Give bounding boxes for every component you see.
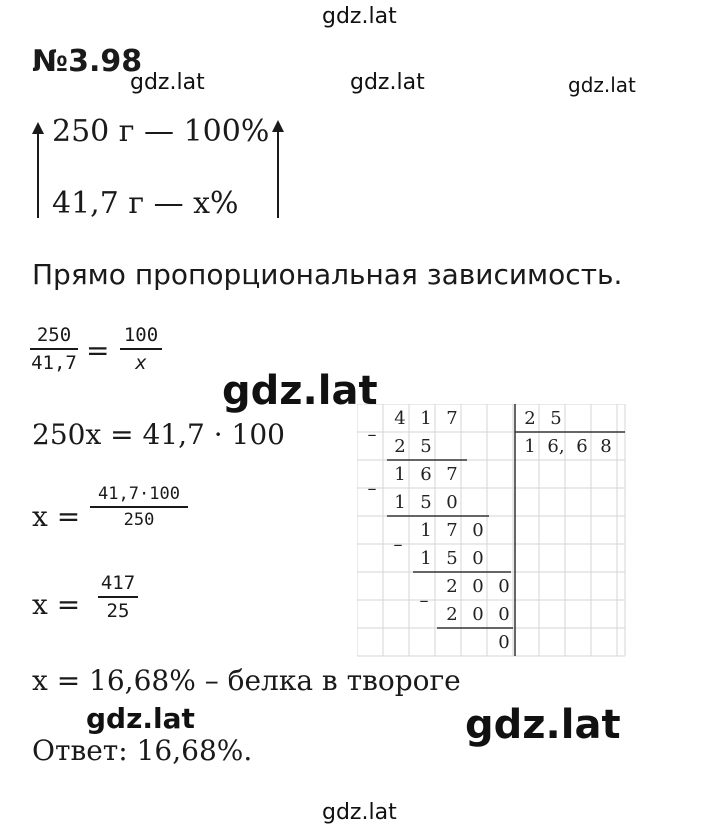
subtrahend-digit: 2 [394, 436, 406, 457]
fraction-bar [120, 348, 162, 350]
fraction-bar [98, 596, 138, 598]
equals-sign: = [86, 334, 110, 367]
fraction-denominator: 250 [123, 510, 155, 530]
fraction-numerator: 417 [100, 572, 136, 594]
watermark: gdz.lat [222, 368, 378, 414]
quotient-digit: 1 [524, 436, 536, 457]
subtrahend-digit: 2 [446, 604, 458, 625]
subtrahend-digit: 5 [446, 548, 458, 569]
partial-digit: 6 [420, 464, 432, 485]
partial-digit: 0 [498, 576, 510, 597]
fraction-denominator: 41,7 [31, 352, 77, 374]
fraction-numerator: 250 [36, 324, 72, 346]
quotient-digit: 6 [576, 436, 588, 457]
proportion-line-1: 250 г — 100% [52, 114, 270, 149]
result-line: x = 16,68% – белка в твороге [32, 664, 461, 697]
quotient-digit: 8 [600, 436, 612, 457]
partial-digit: 1 [420, 520, 432, 541]
partial-digit: 1 [394, 464, 406, 485]
statement: Прямо пропорциональная зависимость. [32, 258, 623, 291]
watermark: gdz.lat [465, 702, 621, 748]
fraction-eq2 [90, 484, 188, 530]
fraction-eq3 [98, 572, 138, 622]
fraction-250-over-41-7 [30, 324, 78, 374]
subtrahend-digit: 1 [420, 548, 432, 569]
watermark: gdz.lat [568, 73, 636, 97]
dividend-digit: 7 [446, 408, 458, 429]
minus-sign: – [419, 590, 429, 611]
fraction-denominator: 25 [106, 600, 130, 622]
fraction-bar [90, 506, 188, 508]
left-arrow-shaft [37, 132, 39, 218]
partial-digit: 7 [446, 520, 458, 541]
minus-sign: – [367, 478, 377, 499]
left-arrow-head-icon [32, 122, 44, 134]
partial-digit: 0 [472, 520, 484, 541]
dividend-digit: 1 [420, 408, 432, 429]
quotient-digit: 6, [547, 436, 565, 457]
right-arrow-shaft [277, 130, 279, 218]
partial-digit: 2 [446, 576, 458, 597]
fraction-numerator: 100 [123, 324, 159, 346]
problem-number: №3.98 [32, 44, 143, 79]
partial-digit: 7 [446, 464, 458, 485]
watermark: gdz.lat [322, 800, 397, 825]
watermark: gdz.lat [86, 702, 195, 735]
fraction-bar [30, 348, 78, 350]
watermark: gdz.lat [322, 4, 397, 29]
proportion-line-2: 41,7 г — x% [52, 186, 239, 221]
equation-1: 250x = 41,7 · 100 [32, 418, 285, 451]
right-arrow-head-icon [272, 120, 284, 132]
fraction-denominator: x [135, 352, 147, 374]
watermark: gdz.lat [350, 70, 425, 95]
subtrahend-digit: 1 [394, 492, 406, 513]
divisor-digit: 5 [550, 408, 562, 429]
equation-3-lhs: x = [32, 588, 81, 621]
subtrahend-digit: 5 [420, 436, 432, 457]
fraction-100-over-x [120, 324, 162, 374]
answer: Ответ: 16,68%. [32, 734, 253, 767]
minus-sign: – [393, 534, 403, 555]
divisor-digit: 2 [524, 408, 536, 429]
subtrahend-digit: 0 [472, 604, 484, 625]
subtrahend-digit: 0 [498, 604, 510, 625]
subtrahend-digit: 5 [420, 492, 432, 513]
subtrahend-digit: 0 [446, 492, 458, 513]
remainder-digit: 0 [498, 632, 510, 653]
fraction-numerator: 41,7·100 [98, 484, 180, 504]
partial-digit: 0 [472, 576, 484, 597]
equation-2-lhs: x = [32, 500, 81, 533]
subtrahend-digit: 0 [472, 548, 484, 569]
minus-sign: – [367, 424, 377, 445]
watermark: gdz.lat [130, 70, 205, 95]
dividend-digit: 4 [394, 408, 406, 429]
